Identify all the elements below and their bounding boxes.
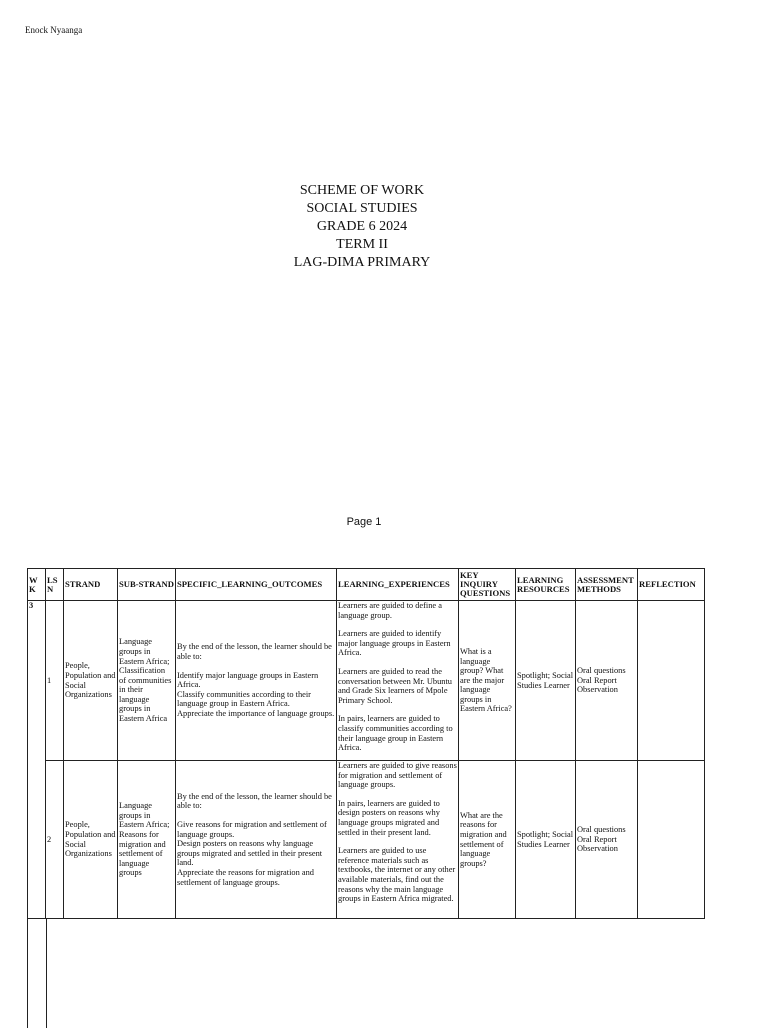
table-row	[28, 601, 705, 761]
assessment-cell: Oral questions Oral Report Observation	[576, 601, 638, 761]
header-assessment: ASSESSMENT METHODS	[576, 569, 638, 601]
lesson-cell: 2	[46, 761, 64, 919]
assessment-cell: Oral questions Oral Report Observation	[576, 761, 638, 919]
experience-item: In pairs, learners are guided to classify communities according to their language group in Eastern Africa.	[338, 714, 453, 753]
title-line-5: LAG-DIMA PRIMARY	[293, 255, 431, 270]
experience-item: Learners are guided to use reference materials such as textbooks, the internet or any other available materials, find out the reasons why the main language groups in Eastern Africa migrated.	[338, 846, 456, 904]
strand-cell: People, Population and Social Organizations	[64, 761, 118, 919]
table-continuation-lines	[27, 918, 47, 1028]
header-sub-strand: SUB-STRAND	[118, 569, 176, 601]
experience-item: Learners are guided to read the conversation between Mr. Ubuntu and Grade Six learners of Mpole Primary School.	[338, 666, 452, 705]
author-name: Enock Nyaanga	[25, 25, 83, 35]
outcomes-list: Identify major language groups in Eastern Africa. Classify communities according to their language group in Eastern Africa. Appreciate the importance of language groups.	[177, 670, 335, 718]
lesson-cell: 1	[46, 601, 64, 761]
header-resources: LEARNING RESOURCES	[516, 569, 576, 601]
reflection-cell	[638, 761, 705, 919]
header-reflection: REFLECTION	[638, 569, 705, 601]
experience-item: Learners are guided to give reasons for migration and settlement of language groups.	[338, 761, 457, 790]
experiences-cell	[337, 601, 459, 761]
document-title	[0, 182, 724, 272]
questions-cell: What are the reasons for migration and settlement of language groups?	[459, 761, 516, 919]
title-line-1: SCHEME OF WORK	[299, 183, 425, 198]
page-number: Page 1	[346, 516, 382, 528]
outcomes-cell	[176, 761, 337, 919]
outcomes-intro: By the end of the lesson, the learner should be able to:	[177, 642, 332, 662]
header-outcomes: SPECIFIC_LEARNING_OUTCOMES	[176, 569, 337, 601]
week-cell: 3	[28, 601, 46, 919]
title-line-3: GRADE 6 2024	[316, 219, 408, 234]
experience-item: In pairs, learners are guided to design posters on reasons why language groups migrated and settled in their present land.	[338, 798, 440, 837]
header-strand: STRAND	[64, 569, 118, 601]
header-wk: WK	[28, 569, 46, 601]
outcomes-intro: By the end of the lesson, the learner should be able to:	[177, 791, 332, 811]
header-questions: KEY INQUIRY QUESTIONS	[459, 569, 516, 601]
resources-cell: Spotlight; Social Studies Learner	[516, 761, 576, 919]
resources-cell: Spotlight; Social Studies Learner	[516, 601, 576, 761]
questions-cell: What is a language group? What are the major language groups in Eastern Africa?	[459, 601, 516, 761]
outcomes-list: Give reasons for migration and settlement of language groups. Design posters on reasons why language groups migrated and settled in their present land. Appreciate the reasons for migration and settlement of language groups.	[177, 820, 327, 887]
title-line-2: SOCIAL STUDIES	[306, 201, 418, 216]
reflection-cell	[638, 601, 705, 761]
experience-item: Learners are guided to define a language group.	[338, 601, 442, 620]
header-lsn: LSN	[46, 569, 64, 601]
sub-strand-cell: Language groups in Eastern Africa; Classification of communities in their language groups in Eastern Africa	[118, 601, 176, 761]
table-row	[28, 761, 705, 919]
title-line-4: TERM II	[336, 237, 388, 252]
strand-cell: People, Population and Social Organizations	[64, 601, 118, 761]
experiences-cell	[337, 761, 459, 919]
table-header-row	[28, 569, 705, 601]
header-experiences: LEARNING_EXPERIENCES	[337, 569, 459, 601]
sub-strand-cell: Language groups in Eastern Africa; Reasons for migration and settlement of language groups	[118, 761, 176, 919]
scheme-of-work-table	[27, 568, 705, 919]
experience-item: Learners are guided to identify major language groups in Eastern Africa.	[338, 629, 451, 658]
outcomes-cell	[176, 601, 337, 761]
